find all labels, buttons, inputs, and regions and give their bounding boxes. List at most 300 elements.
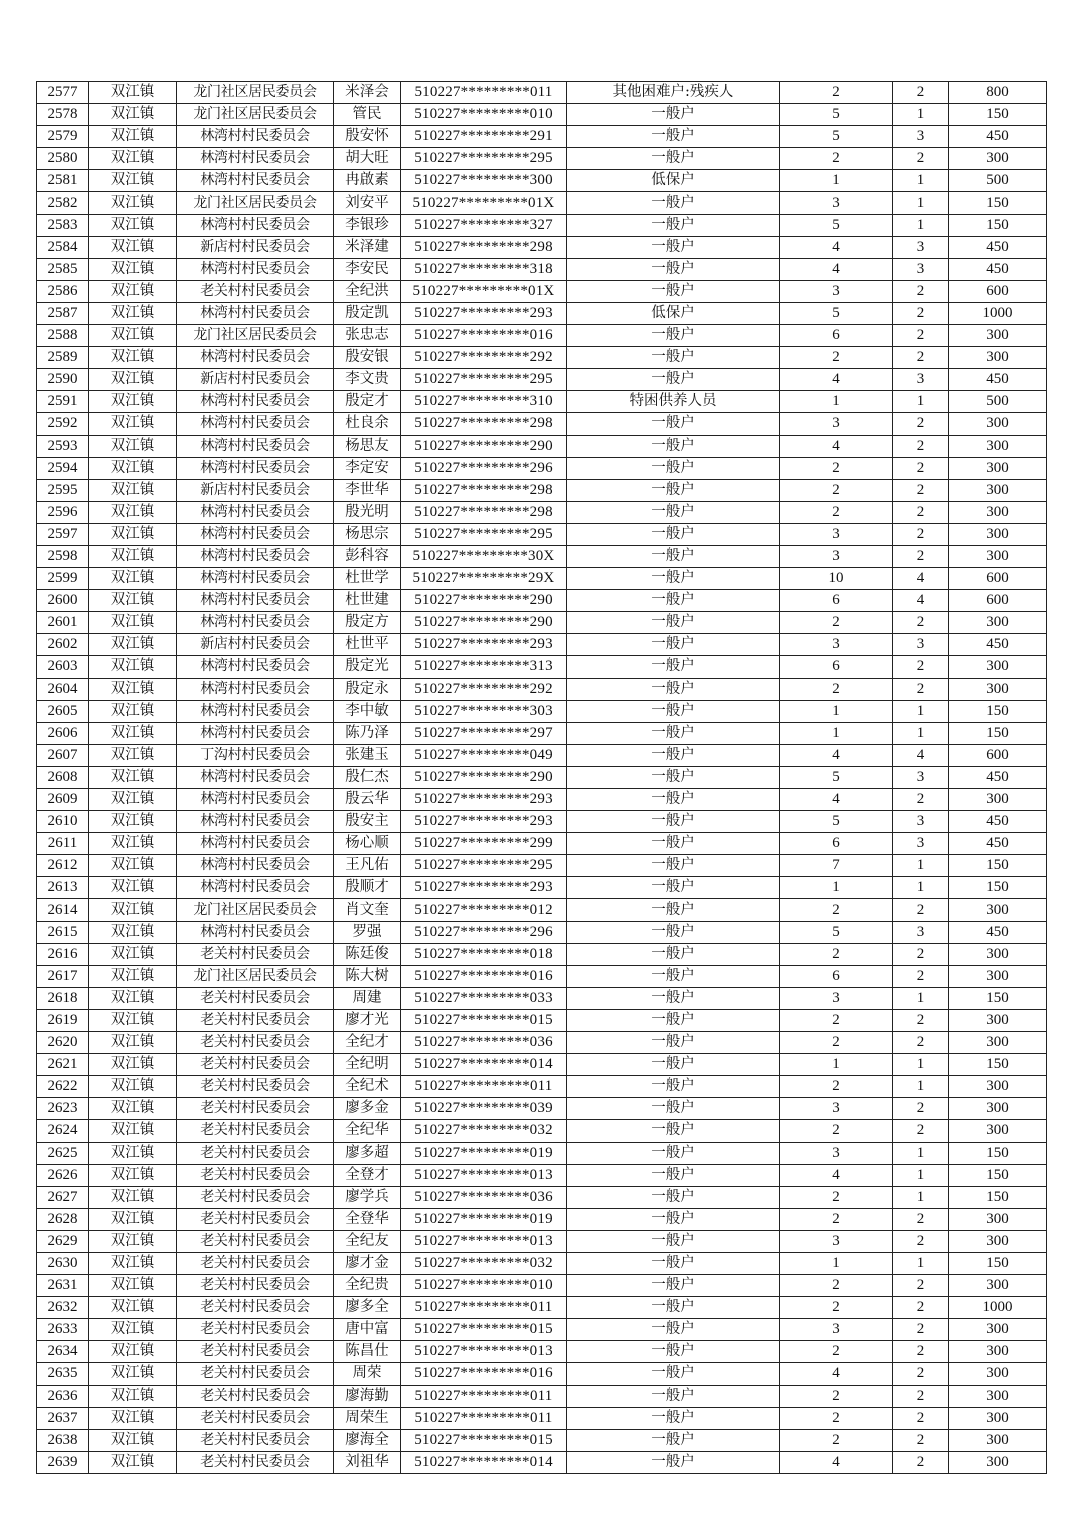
- member-count-cell: 2: [893, 545, 949, 567]
- table-row: [37, 1009, 1047, 1031]
- household-size-cell: 2: [780, 347, 893, 369]
- person-name-cell: 殷光明: [334, 501, 401, 523]
- person-name-cell: 殷安怀: [334, 126, 401, 148]
- committee-name-cell: 新店村村民委员会: [177, 236, 334, 258]
- id-number-cell: 510227*********290: [401, 435, 567, 457]
- committee-name-cell: 林湾村村民委员会: [177, 656, 334, 678]
- amount-cell: 300: [949, 1032, 1047, 1054]
- row-number-cell: 2595: [37, 479, 89, 501]
- household-category-cell: 一般户: [567, 833, 780, 855]
- household-size-cell: 2: [780, 1407, 893, 1429]
- table-row: [37, 104, 1047, 126]
- committee-name-cell: 林湾村村民委员会: [177, 435, 334, 457]
- household-size-cell: 4: [780, 1164, 893, 1186]
- row-number-cell: 2603: [37, 656, 89, 678]
- amount-cell: 300: [949, 1098, 1047, 1120]
- person-name-cell: 王凡佑: [334, 855, 401, 877]
- amount-cell: 300: [949, 789, 1047, 811]
- row-number-cell: 2620: [37, 1032, 89, 1054]
- committee-name-cell: 老关村村民委员会: [177, 1385, 334, 1407]
- person-name-cell: 周荣生: [334, 1407, 401, 1429]
- amount-cell: 150: [949, 1142, 1047, 1164]
- committee-name-cell: 林湾村村民委员会: [177, 258, 334, 280]
- table-row: [37, 347, 1047, 369]
- committee-name-cell: 老关村村民委员会: [177, 1054, 334, 1076]
- row-number-cell: 2614: [37, 899, 89, 921]
- amount-cell: 450: [949, 833, 1047, 855]
- row-number-cell: 2633: [37, 1319, 89, 1341]
- household-size-cell: 2: [780, 1076, 893, 1098]
- member-count-cell: 3: [893, 833, 949, 855]
- household-size-cell: 2: [780, 1297, 893, 1319]
- amount-cell: 150: [949, 1252, 1047, 1274]
- table-row: [37, 82, 1047, 104]
- id-number-cell: 510227*********295: [401, 369, 567, 391]
- amount-cell: 300: [949, 1319, 1047, 1341]
- committee-name-cell: 老关村村民委员会: [177, 1186, 334, 1208]
- member-count-cell: 2: [893, 302, 949, 324]
- id-number-cell: 510227*********293: [401, 877, 567, 899]
- person-name-cell: 罗强: [334, 921, 401, 943]
- member-count-cell: 3: [893, 369, 949, 391]
- row-number-cell: 2626: [37, 1164, 89, 1186]
- id-number-cell: 510227*********298: [401, 236, 567, 258]
- row-number-cell: 2610: [37, 811, 89, 833]
- household-category-cell: 一般户: [567, 192, 780, 214]
- id-number-cell: 510227*********013: [401, 1164, 567, 1186]
- household-category-cell: 一般户: [567, 811, 780, 833]
- household-size-cell: 4: [780, 744, 893, 766]
- person-name-cell: 殷定方: [334, 612, 401, 634]
- member-count-cell: 2: [893, 501, 949, 523]
- row-number-cell: 2613: [37, 877, 89, 899]
- member-count-cell: 1: [893, 170, 949, 192]
- town-name-cell: 双江镇: [89, 590, 177, 612]
- member-count-cell: 2: [893, 656, 949, 678]
- table-row: [37, 1275, 1047, 1297]
- town-name-cell: 双江镇: [89, 1054, 177, 1076]
- table-row: [37, 1230, 1047, 1252]
- household-category-cell: 一般户: [567, 1009, 780, 1031]
- committee-name-cell: 老关村村民委员会: [177, 1429, 334, 1451]
- person-name-cell: 全纪贵: [334, 1275, 401, 1297]
- row-number-cell: 2578: [37, 104, 89, 126]
- table-row: [37, 1186, 1047, 1208]
- household-category-cell: 一般户: [567, 1186, 780, 1208]
- id-number-cell: 510227*********290: [401, 612, 567, 634]
- amount-cell: 300: [949, 1230, 1047, 1252]
- town-name-cell: 双江镇: [89, 634, 177, 656]
- member-count-cell: 2: [893, 347, 949, 369]
- household-size-cell: 7: [780, 855, 893, 877]
- person-name-cell: 全登才: [334, 1164, 401, 1186]
- table-row: [37, 1429, 1047, 1451]
- amount-cell: 1000: [949, 1297, 1047, 1319]
- member-count-cell: 4: [893, 744, 949, 766]
- relief-recipient-table: [36, 81, 1047, 1474]
- household-size-cell: 6: [780, 325, 893, 347]
- town-name-cell: 双江镇: [89, 833, 177, 855]
- id-number-cell: 510227*********033: [401, 987, 567, 1009]
- household-size-cell: 4: [780, 258, 893, 280]
- row-number-cell: 2599: [37, 568, 89, 590]
- person-name-cell: 刘祖华: [334, 1451, 401, 1473]
- member-count-cell: 1: [893, 700, 949, 722]
- amount-cell: 600: [949, 744, 1047, 766]
- household-size-cell: 4: [780, 789, 893, 811]
- town-name-cell: 双江镇: [89, 612, 177, 634]
- table-row: [37, 413, 1047, 435]
- member-count-cell: 2: [893, 789, 949, 811]
- committee-name-cell: 林湾村村民委员会: [177, 877, 334, 899]
- household-category-cell: 一般户: [567, 1252, 780, 1274]
- household-size-cell: 1: [780, 700, 893, 722]
- table-row: [37, 943, 1047, 965]
- amount-cell: 150: [949, 855, 1047, 877]
- committee-name-cell: 老关村村民委员会: [177, 1363, 334, 1385]
- member-count-cell: 2: [893, 1230, 949, 1252]
- town-name-cell: 双江镇: [89, 280, 177, 302]
- table-row: [37, 1407, 1047, 1429]
- amount-cell: 150: [949, 987, 1047, 1009]
- row-number-cell: 2639: [37, 1451, 89, 1473]
- household-category-cell: 一般户: [567, 1164, 780, 1186]
- table-row: [37, 1208, 1047, 1230]
- household-size-cell: 6: [780, 590, 893, 612]
- id-number-cell: 510227*********303: [401, 700, 567, 722]
- amount-cell: 300: [949, 1363, 1047, 1385]
- person-name-cell: 全纪洪: [334, 280, 401, 302]
- household-size-cell: 3: [780, 192, 893, 214]
- town-name-cell: 双江镇: [89, 1297, 177, 1319]
- person-name-cell: 廖才金: [334, 1252, 401, 1274]
- id-number-cell: 510227*********010: [401, 1275, 567, 1297]
- id-number-cell: 510227*********013: [401, 1341, 567, 1363]
- row-number-cell: 2617: [37, 965, 89, 987]
- id-number-cell: 510227*********018: [401, 943, 567, 965]
- household-category-cell: 一般户: [567, 877, 780, 899]
- member-count-cell: 3: [893, 258, 949, 280]
- household-category-cell: 一般户: [567, 943, 780, 965]
- table-row: [37, 722, 1047, 744]
- town-name-cell: 双江镇: [89, 943, 177, 965]
- person-name-cell: 周建: [334, 987, 401, 1009]
- amount-cell: 450: [949, 126, 1047, 148]
- table-row: [37, 280, 1047, 302]
- row-number-cell: 2602: [37, 634, 89, 656]
- row-number-cell: 2588: [37, 325, 89, 347]
- amount-cell: 300: [949, 1120, 1047, 1142]
- town-name-cell: 双江镇: [89, 1009, 177, 1031]
- committee-name-cell: 林湾村村民委员会: [177, 811, 334, 833]
- committee-name-cell: 老关村村民委员会: [177, 1297, 334, 1319]
- table-row: [37, 170, 1047, 192]
- table-row: [37, 811, 1047, 833]
- town-name-cell: 双江镇: [89, 82, 177, 104]
- table-row: [37, 236, 1047, 258]
- amount-cell: 150: [949, 104, 1047, 126]
- table-row: [37, 700, 1047, 722]
- id-number-cell: 510227*********011: [401, 1385, 567, 1407]
- person-name-cell: 廖多超: [334, 1142, 401, 1164]
- row-number-cell: 2589: [37, 347, 89, 369]
- row-number-cell: 2619: [37, 1009, 89, 1031]
- row-number-cell: 2637: [37, 1407, 89, 1429]
- household-size-cell: 5: [780, 302, 893, 324]
- member-count-cell: 2: [893, 479, 949, 501]
- amount-cell: 300: [949, 1208, 1047, 1230]
- committee-name-cell: 林湾村村民委员会: [177, 501, 334, 523]
- member-count-cell: 2: [893, 899, 949, 921]
- member-count-cell: 2: [893, 148, 949, 170]
- household-size-cell: 3: [780, 413, 893, 435]
- row-number-cell: 2592: [37, 413, 89, 435]
- id-number-cell: 510227*********298: [401, 479, 567, 501]
- household-category-cell: 一般户: [567, 435, 780, 457]
- row-number-cell: 2587: [37, 302, 89, 324]
- row-number-cell: 2634: [37, 1341, 89, 1363]
- household-size-cell: 3: [780, 1142, 893, 1164]
- person-name-cell: 殷云华: [334, 789, 401, 811]
- table-row: [37, 921, 1047, 943]
- amount-cell: 1000: [949, 302, 1047, 324]
- household-category-cell: 一般户: [567, 656, 780, 678]
- member-count-cell: 2: [893, 1009, 949, 1031]
- amount-cell: 450: [949, 766, 1047, 788]
- id-number-cell: 510227*********30X: [401, 545, 567, 567]
- town-name-cell: 双江镇: [89, 104, 177, 126]
- committee-name-cell: 林湾村村民委员会: [177, 523, 334, 545]
- table-row: [37, 391, 1047, 413]
- amount-cell: 150: [949, 214, 1047, 236]
- id-number-cell: 510227*********016: [401, 325, 567, 347]
- id-number-cell: 510227*********011: [401, 1407, 567, 1429]
- amount-cell: 450: [949, 369, 1047, 391]
- household-category-cell: 一般户: [567, 148, 780, 170]
- person-name-cell: 廖才光: [334, 1009, 401, 1031]
- member-count-cell: 2: [893, 1407, 949, 1429]
- row-number-cell: 2581: [37, 170, 89, 192]
- household-category-cell: 一般户: [567, 568, 780, 590]
- row-number-cell: 2605: [37, 700, 89, 722]
- table-row: [37, 568, 1047, 590]
- household-size-cell: 4: [780, 1451, 893, 1473]
- row-number-cell: 2607: [37, 744, 89, 766]
- household-category-cell: 一般户: [567, 634, 780, 656]
- household-category-cell: 低保户: [567, 170, 780, 192]
- row-number-cell: 2591: [37, 391, 89, 413]
- row-number-cell: 2600: [37, 590, 89, 612]
- person-name-cell: 李安民: [334, 258, 401, 280]
- amount-cell: 300: [949, 545, 1047, 567]
- table-row: [37, 1054, 1047, 1076]
- amount-cell: 300: [949, 347, 1047, 369]
- table-row: [37, 457, 1047, 479]
- household-size-cell: 3: [780, 280, 893, 302]
- table-body: [37, 82, 1047, 1474]
- town-name-cell: 双江镇: [89, 413, 177, 435]
- table-row: [37, 501, 1047, 523]
- committee-name-cell: 龙门社区居民委员会: [177, 899, 334, 921]
- household-size-cell: 6: [780, 833, 893, 855]
- committee-name-cell: 林湾村村民委员会: [177, 170, 334, 192]
- table-row: [37, 899, 1047, 921]
- town-name-cell: 双江镇: [89, 1363, 177, 1385]
- household-size-cell: 4: [780, 1363, 893, 1385]
- id-number-cell: 510227*********310: [401, 391, 567, 413]
- committee-name-cell: 林湾村村民委员会: [177, 568, 334, 590]
- household-size-cell: 2: [780, 899, 893, 921]
- table-row: [37, 634, 1047, 656]
- household-category-cell: 一般户: [567, 1275, 780, 1297]
- person-name-cell: 廖多金: [334, 1098, 401, 1120]
- amount-cell: 300: [949, 656, 1047, 678]
- row-number-cell: 2629: [37, 1230, 89, 1252]
- committee-name-cell: 老关村村民委员会: [177, 943, 334, 965]
- town-name-cell: 双江镇: [89, 899, 177, 921]
- household-category-cell: 一般户: [567, 899, 780, 921]
- town-name-cell: 双江镇: [89, 921, 177, 943]
- row-number-cell: 2638: [37, 1429, 89, 1451]
- person-name-cell: 全纪术: [334, 1076, 401, 1098]
- id-number-cell: 510227*********01X: [401, 280, 567, 302]
- amount-cell: 300: [949, 1429, 1047, 1451]
- household-category-cell: 一般户: [567, 1385, 780, 1407]
- committee-name-cell: 新店村村民委员会: [177, 479, 334, 501]
- household-category-cell: 一般户: [567, 855, 780, 877]
- town-name-cell: 双江镇: [89, 1451, 177, 1473]
- household-category-cell: 一般户: [567, 1032, 780, 1054]
- committee-name-cell: 龙门社区居民委员会: [177, 192, 334, 214]
- amount-cell: 300: [949, 479, 1047, 501]
- person-name-cell: 殷定光: [334, 656, 401, 678]
- household-category-cell: 一般户: [567, 1341, 780, 1363]
- town-name-cell: 双江镇: [89, 1252, 177, 1274]
- id-number-cell: 510227*********013: [401, 1230, 567, 1252]
- amount-cell: 300: [949, 1385, 1047, 1407]
- committee-name-cell: 老关村村民委员会: [177, 1142, 334, 1164]
- id-number-cell: 510227*********290: [401, 766, 567, 788]
- town-name-cell: 双江镇: [89, 302, 177, 324]
- person-name-cell: 全纪明: [334, 1054, 401, 1076]
- committee-name-cell: 老关村村民委员会: [177, 1098, 334, 1120]
- town-name-cell: 双江镇: [89, 766, 177, 788]
- person-name-cell: 周荣: [334, 1363, 401, 1385]
- person-name-cell: 杨思宗: [334, 523, 401, 545]
- household-category-cell: 特困供养人员: [567, 391, 780, 413]
- table-row: [37, 1120, 1047, 1142]
- household-category-cell: 一般户: [567, 744, 780, 766]
- household-category-cell: 一般户: [567, 612, 780, 634]
- amount-cell: 300: [949, 943, 1047, 965]
- household-size-cell: 3: [780, 987, 893, 1009]
- amount-cell: 300: [949, 1076, 1047, 1098]
- committee-name-cell: 老关村村民委员会: [177, 1230, 334, 1252]
- household-category-cell: 一般户: [567, 369, 780, 391]
- household-category-cell: 一般户: [567, 678, 780, 700]
- household-category-cell: 一般户: [567, 347, 780, 369]
- row-number-cell: 2616: [37, 943, 89, 965]
- id-number-cell: 510227*********293: [401, 634, 567, 656]
- row-number-cell: 2582: [37, 192, 89, 214]
- id-number-cell: 510227*********298: [401, 413, 567, 435]
- person-name-cell: 管民: [334, 104, 401, 126]
- household-category-cell: 一般户: [567, 1429, 780, 1451]
- town-name-cell: 双江镇: [89, 1230, 177, 1252]
- id-number-cell: 510227*********019: [401, 1142, 567, 1164]
- town-name-cell: 双江镇: [89, 1208, 177, 1230]
- id-number-cell: 510227*********292: [401, 347, 567, 369]
- table-row: [37, 1319, 1047, 1341]
- committee-name-cell: 林湾村村民委员会: [177, 722, 334, 744]
- table-row: [37, 479, 1047, 501]
- row-number-cell: 2623: [37, 1098, 89, 1120]
- household-size-cell: 3: [780, 1230, 893, 1252]
- row-number-cell: 2636: [37, 1385, 89, 1407]
- member-count-cell: 2: [893, 1319, 949, 1341]
- member-count-cell: 2: [893, 1451, 949, 1473]
- member-count-cell: 3: [893, 634, 949, 656]
- amount-cell: 150: [949, 700, 1047, 722]
- household-size-cell: 2: [780, 612, 893, 634]
- household-category-cell: 一般户: [567, 1451, 780, 1473]
- town-name-cell: 双江镇: [89, 545, 177, 567]
- id-number-cell: 510227*********049: [401, 744, 567, 766]
- id-number-cell: 510227*********016: [401, 1363, 567, 1385]
- person-name-cell: 杜世建: [334, 590, 401, 612]
- member-count-cell: 2: [893, 435, 949, 457]
- row-number-cell: 2579: [37, 126, 89, 148]
- household-size-cell: 5: [780, 126, 893, 148]
- member-count-cell: 3: [893, 811, 949, 833]
- row-number-cell: 2594: [37, 457, 89, 479]
- person-name-cell: 米泽会: [334, 82, 401, 104]
- amount-cell: 300: [949, 1341, 1047, 1363]
- id-number-cell: 510227*********313: [401, 656, 567, 678]
- town-name-cell: 双江镇: [89, 1407, 177, 1429]
- member-count-cell: 1: [893, 722, 949, 744]
- member-count-cell: 3: [893, 126, 949, 148]
- town-name-cell: 双江镇: [89, 1142, 177, 1164]
- person-name-cell: 陈廷俊: [334, 943, 401, 965]
- household-category-cell: 一般户: [567, 126, 780, 148]
- household-size-cell: 6: [780, 965, 893, 987]
- amount-cell: 450: [949, 811, 1047, 833]
- table-row: [37, 545, 1047, 567]
- member-count-cell: 2: [893, 1275, 949, 1297]
- id-number-cell: 510227*********036: [401, 1032, 567, 1054]
- household-size-cell: 3: [780, 634, 893, 656]
- id-number-cell: 510227*********295: [401, 148, 567, 170]
- row-number-cell: 2612: [37, 855, 89, 877]
- person-name-cell: 冉啟素: [334, 170, 401, 192]
- person-name-cell: 廖多全: [334, 1297, 401, 1319]
- person-name-cell: 全纪友: [334, 1230, 401, 1252]
- household-category-cell: 一般户: [567, 1098, 780, 1120]
- household-category-cell: 一般户: [567, 789, 780, 811]
- row-number-cell: 2631: [37, 1275, 89, 1297]
- committee-name-cell: 老关村村民委员会: [177, 1407, 334, 1429]
- town-name-cell: 双江镇: [89, 148, 177, 170]
- household-size-cell: 1: [780, 170, 893, 192]
- town-name-cell: 双江镇: [89, 987, 177, 1009]
- amount-cell: 150: [949, 1186, 1047, 1208]
- table-row: [37, 192, 1047, 214]
- committee-name-cell: 老关村村民委员会: [177, 1164, 334, 1186]
- household-size-cell: 2: [780, 501, 893, 523]
- member-count-cell: 2: [893, 965, 949, 987]
- household-size-cell: 2: [780, 82, 893, 104]
